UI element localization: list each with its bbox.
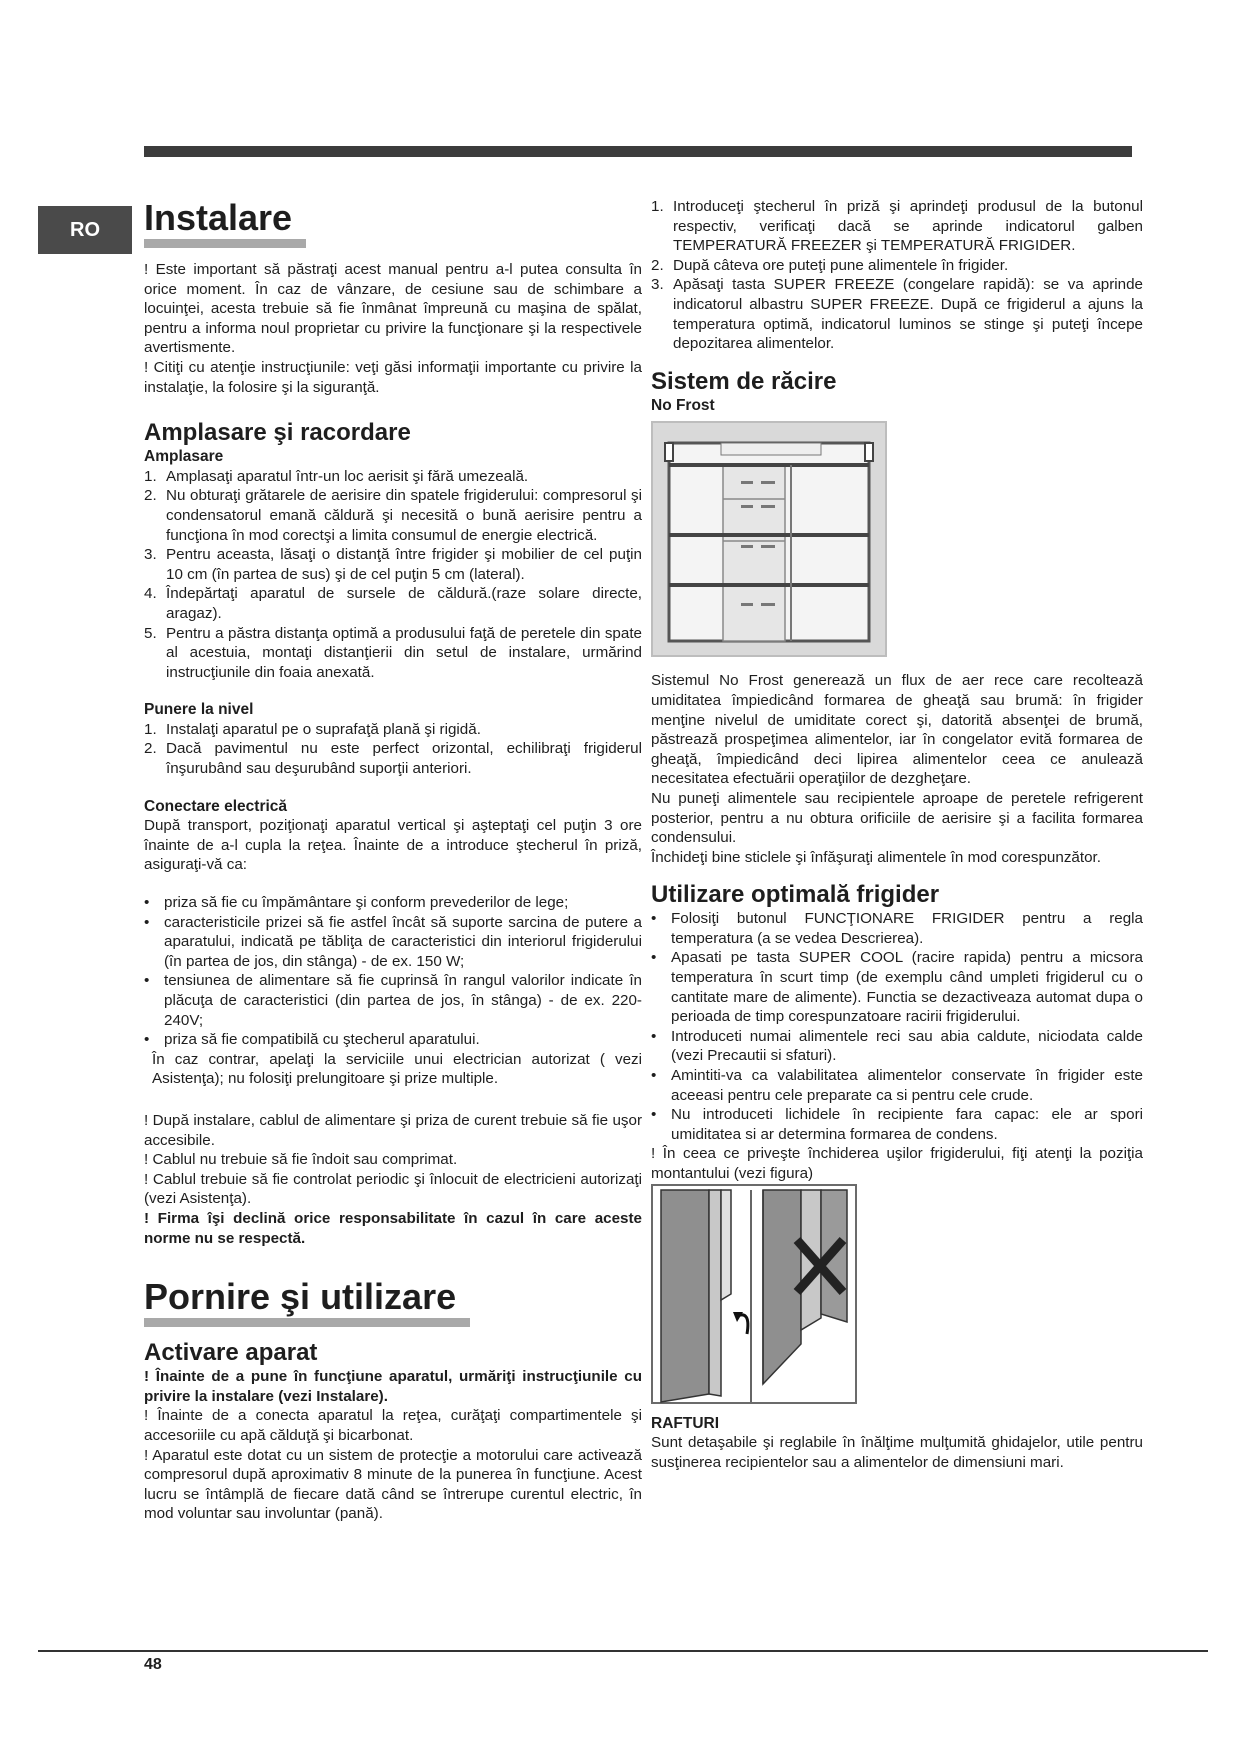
section-title-start: Pornire şi utilizare	[144, 1276, 470, 1327]
nofrost-paragraph: Închideţi bine sticlele şi înfăşuraţi alimentele în mod corespunzător.	[651, 848, 1101, 866]
list-item: 1. Instalaţi aparatul pe o suprafaţă plană şi rigidă.	[144, 720, 481, 738]
heading-placement: Amplasare şi racordare	[144, 419, 411, 447]
heading-activate: Activare aparat	[144, 1339, 318, 1367]
list-item: • Nu introduceti lichidele în recipiente fara capac: ele ar spori umiditatea si ar determina formarea de condens.	[651, 1106, 1143, 1143]
list-item: 1. Amplasaţi aparatul într-un loc aerisit şi fără umezeală.	[144, 467, 529, 485]
start-list	[651, 197, 1143, 354]
section-title-install: Instalare	[144, 197, 306, 248]
list-item: • Introduceti numai alimentele reci sau abia caldute, niciodata calde (vezi Precautii si sfaturi).	[651, 1027, 1143, 1065]
level-list	[144, 720, 642, 779]
subheading-electric: Conectare electrică	[144, 797, 288, 815]
subheading-level: Punere la nivel	[144, 701, 254, 719]
page-number: 48	[144, 1656, 162, 1673]
activate-note: ! Aparatul este dotat cu un sistem de protecţie a motorului care activează compresorul după aproximativ 8 minute de la punerea în funcţiune. Acest lucru se întâmplă de fiecare dată când se întrerupe curentul electric, în mod voluntar sau involuntar (pană).	[144, 1446, 642, 1523]
list-item: • caracteristicile prizei să fie astfel încât să suporte sarcina de putere a aparatului, indicată pe tăbliţa de caracteristici din interiorul frigiderului (în partea de jos, din stânga) - de ex. 150 W;	[144, 913, 642, 970]
list-item: • Apasati pe tasta SUPER COOL (racire rapida) pentru a micsora temperatura în scurt timp (de exemplu când umpleti frigiderul cu o cantitate mare de alimente). Functia se dezactiveaza automat dupa o perioada de timp corespunzatoare racirii frigiderului.	[651, 949, 1143, 1026]
intro-paragraph: ! Este important să păstraţi acest manual pentru a-l putea consulta în orice moment. În caz de vânzare, de cesiune sau de schimbare a locuinţei, acesta trebuie să fie înmânat împreună cu maşina de spălat, pentru a informa noul proprietar cu privire la funcţionare şi la respectivele avertismente.	[144, 261, 642, 357]
nofrost-paragraph: Sistemul No Frost generează un flux de aer rece care recoltează umiditatea împiedicând formarea de gheaţă sau brumă: în frigider menţine nivelul de umiditate corect şi, datorită absenţei de brumă, păstrează prospeţimea alimentelor, iar în congelator evită formarea de gheaţă, împiedicând deci lipirea alimentelor ceea ce anulează necesitatea efectuării operaţiilor de dezgheţare.	[651, 672, 1143, 788]
right-column	[651, 197, 1143, 1472]
cable-note: ! Cablul trebuie să fie controlat periodic şi înlocuit de electricieni autorizaţi (vezi Asistenţa).	[144, 1170, 642, 1208]
shelves-paragraph: Sunt detaşabile şi reglabile în înălţime mulţumită ghidajelor, utile pentru susţinerea recipientelor sau a alimentelor de dimensiuni mari.	[651, 1434, 1143, 1471]
door-note: ! În ceea ce priveşte închiderea uşilor frigiderului, fiţi atenţi la poziţia montantului (vezi figura)	[651, 1145, 1143, 1182]
list-item: • tensiunea de alimentare să fie cuprinsă în rangul valorilor indicate în plăcuţa de caracteristici (din partea de jos, în stânga) - de ex. 220-240V;	[144, 972, 642, 1029]
activate-note: ! Înainte de a conecta aparatul la reţea, curăţaţi compartimentele şi accesoriile cu apă călduţă şi bicarbonat.	[144, 1407, 642, 1444]
subheading-placement: Amplasare	[144, 448, 224, 466]
list-item: • priza să fie compatibilă cu ştecherul aparatului.	[144, 1031, 480, 1049]
cable-disclaimer: ! Firma îşi declină orice responsabilitate în cazul în care aceste norme nu se respectă.	[144, 1209, 642, 1247]
electric-intro: După transport, poziţionaţi aparatul vertical şi aşteptaţi cel puţin 3 ore înainte de a-l cupla la reţea. Înainte de a introduce ştecherul în priză, asiguraţi-vă ca:	[144, 817, 642, 874]
cable-note: ! După instalare, cablul de alimentare şi priza de curent trebuie să fie uşor accesibile.	[144, 1111, 642, 1149]
electric-after: În caz contrar, apelaţi la serviciile unui electrician autorizat ( vezi Asistenţa); nu folosiţi prelungitoare şi prize multiple.	[152, 1050, 642, 1088]
bottom-divider	[38, 1650, 1208, 1652]
nofrost-paragraph: Nu puneţi alimentele sau recipientele aproape de peretele refrigerent posterior, pentru a nu obtura orificiile de aerisire şi a facilita formarea condensului.	[651, 789, 1143, 847]
top-divider-bar	[144, 146, 1132, 157]
cable-note: ! Cablul nu trebuie să fie îndoit sau comprimat.	[144, 1151, 458, 1169]
usage-list	[651, 909, 1143, 1144]
subheading-shelves: RAFTURI	[651, 1414, 720, 1432]
placement-list	[144, 467, 642, 683]
list-item: 3. Apăsaţi tasta SUPER FREEZE (congelare rapidă): se va aprinde indicatorul albastru SUPER FREEZE. După ce frigiderul a ajuns la temperatura optimă, indicatorul luminos se stinge şi puteţi începe depozitarea alimentelor.	[651, 276, 1143, 353]
list-item: 2. După câteva ore puteţi pune alimentele în frigider.	[651, 256, 1009, 274]
language-tab: RO	[38, 206, 132, 254]
list-item: 1. Introduceţi ştecherul în priză şi aprindeţi produsul de la butonul respectiv, verificaţi dacă se aprinde indicatorul galben TEMPERATURĂ FREEZER şi TEMPERATURĂ FRIGIDER.	[651, 198, 1143, 255]
door-mullion-figure	[651, 1184, 857, 1404]
list-item: • Amintiti-va ca valabilitatea alimentelor conservate în frigider este aceeasi pentru cele preparate ca si pentru cele crude.	[651, 1067, 1143, 1104]
intro-paragraph: ! Citiţi cu atenţie instrucţiunile: veţi găsi informaţii importante cu privire la instalaţie, la folosire şi la siguranţă.	[144, 358, 642, 396]
list-item: 5. Pentru a păstra distanţa optimă a produsului faţă de peretele din spate al acestuia, montaţi distanţierii din setul de instalare, urmărind instrucţiunile din foaia anexată.	[144, 624, 642, 681]
heading-cooling: Sistem de răcire	[651, 367, 837, 395]
list-item: 2. Dacă pavimentul nu este perfect orizontal, echilibraţi frigiderul înşurubând sau deşurubând suporţii anteriori.	[144, 740, 642, 778]
heading-usage: Utilizare optimală frigider	[651, 881, 940, 909]
list-item: 4. Îndepărtaţi aparatul de sursele de căldură.(raze solare directe, aragaz).	[144, 585, 642, 622]
subheading-nofrost: No Frost	[651, 396, 715, 414]
left-column	[144, 197, 642, 1524]
fridge-interior-figure	[651, 421, 887, 657]
list-item: 3. Pentru aceasta, lăsaţi o distanţă între frigider şi mobilier de cel puţin 10 cm (în partea de sus) şi de cel puţin 5 cm (lateral).	[144, 546, 642, 583]
list-item: • priza să fie cu împământare şi conform prevederilor de lege;	[144, 894, 569, 912]
list-item: • Folosiţi butonul FUNCŢIONARE FRIGIDER pentru a regla temperatura (a se vedea Descrierea).	[651, 910, 1143, 947]
electric-list	[144, 893, 642, 1050]
list-item: 2. Nu obturaţi grătarele de aerisire din spatele frigiderului: compresorul şi condensatorul emană căldură şi necesită o bună aerisire pentru a funcţiona în mod corectşi a limita consumul de energie electrică.	[144, 487, 642, 544]
activate-warning: ! Înainte de a pune în funcţiune aparatul, urmăriţi instrucţiunile cu privire la instalare (vezi Instalare).	[144, 1368, 642, 1405]
